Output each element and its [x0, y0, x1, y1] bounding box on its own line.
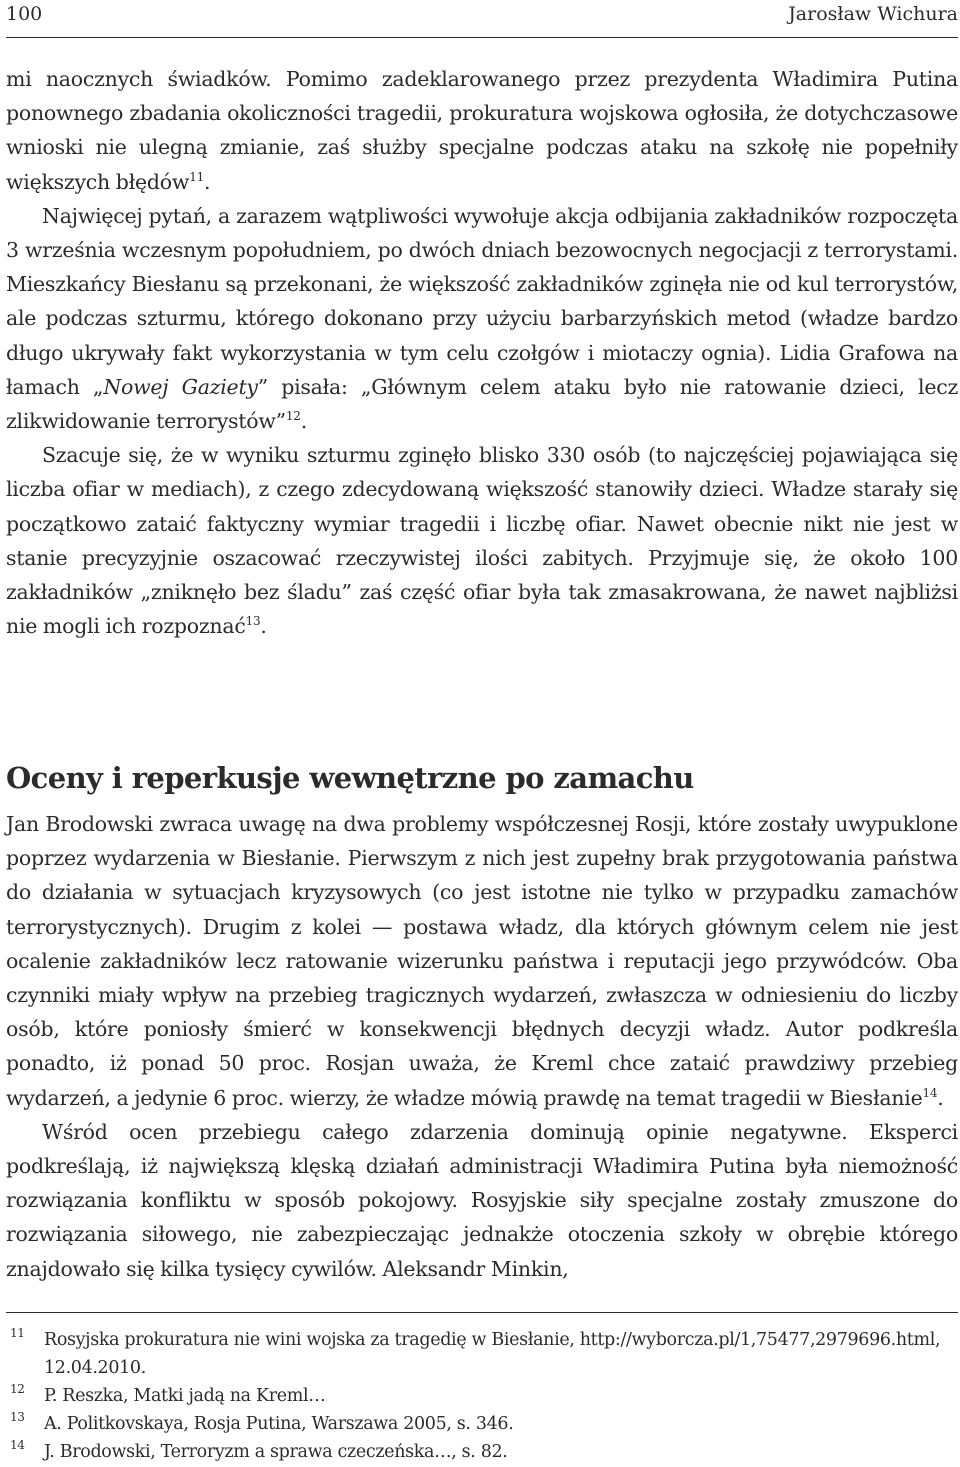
footnote-text: Rosyjska prokuratura nie wini wojska za tragedię w Biesłanie, http://wyborcza.pl/1,75477,2979696.html, 12.04.2010.: [44, 1330, 941, 1378]
footnote-item: [6, 1326, 958, 1382]
footnote-number: 11: [10, 1326, 25, 1340]
paragraph: [6, 199, 958, 438]
page-number: 100: [6, 3, 43, 25]
header-rule: [6, 37, 958, 38]
footnote-number: 13: [10, 1410, 25, 1424]
paragraph-punct: .: [260, 614, 267, 639]
paragraph-punct: .: [203, 169, 211, 194]
footnote-rule: [6, 1312, 958, 1313]
footnote-number: 12: [10, 1382, 25, 1396]
footnote-item: [6, 1410, 958, 1438]
paragraph: [6, 807, 958, 1115]
footnote-item: [6, 1382, 958, 1410]
footnote-ref[interactable]: 13: [245, 614, 261, 629]
footnote-ref[interactable]: 14: [922, 1085, 938, 1100]
footnote-text: P. Reszka, Matki jadą na Kreml…: [44, 1386, 326, 1406]
paragraph-text: Wśród ocen przebiegu całego zdarzenia dominują opinie negatywne. Eksperci podkreślają, iż największą klęską działań administracji Władimira Putina była niemożność rozwiązania konfliktu w sposób pokojowy. Rosyjskie siły specjalne zostały zmuszone do rozwiązania siłowego, nie zabezpieczając jednakże otoczenia szkoły w obrębie którego znajdowało się kilka tysięcy cywilów. Aleksandr Minkin,: [6, 1119, 958, 1281]
paragraph-punct: .: [300, 409, 307, 434]
paragraph-text: mi naocznych świadków. Pomimo zadeklarowanego przez prezydenta Władimira Putina ponownego zbadania okoliczności tragedii, prokuratura wojskowa ogłosiła, że dotychczasowe wnioski nie ulegną zmianie, zaś służby specjalne podczas ataku na szkołę nie popełniły większych błędów: [6, 67, 958, 194]
paragraph-text: ” pisała: „Głównym celem ataku było nie ratowanie dzieci, lecz zlikwidowanie terrorystów”: [6, 374, 958, 434]
footnote-ref[interactable]: 11: [189, 169, 204, 184]
paragraph-punct: .: [937, 1085, 944, 1110]
footnote-number: 14: [10, 1438, 25, 1452]
footnotes: [6, 1326, 958, 1466]
footnote-text: A. Politkovskaya, Rosja Putina, Warszawa 2005, s. 346.: [44, 1414, 514, 1434]
footnote-ref[interactable]: 12: [285, 409, 301, 424]
paragraph: [6, 438, 958, 643]
section-heading: Oceny i reperkusje wewnętrzne po zamachu: [6, 761, 694, 796]
running-header-author: Jarosław Wichura: [788, 3, 958, 25]
running-header: [6, 2, 958, 32]
paragraph-text: Jan Brodowski zwraca uwagę na dwa problemy współczesnej Rosji, które zostały uwypuklone poprzez wydarzenia w Biesłanie. Pierwszym z nich jest zupełny brak przygotowania państwa do działania w sytuacjach kryzysowych (co jest istotne nie tylko w przypadku zamachów terrorystycznych). Drugim z kolei — postawa władz, dla których głównym celem nie jest ocalenie zakładników lecz ratowanie wizerunku państwa i reputacji jego przywódców. Oba czynniki miały wpływ na przebieg tragicznych wydarzeń, zwłaszcza w odniesieniu do liczby osób, które poniosły śmierć w konsekwencji błędnych decyzji władz. Autor podkreśla ponadto, iż ponad 50 proc. Rosjan uważa, że Kreml chce zataić prawdziwy przebieg wydarzeń, a jedynie 6 proc. wierzy, że władze mówią prawdę na temat tragedii w Biesłanie: [6, 812, 958, 1110]
section-body: [6, 807, 958, 1286]
footnote-item: [6, 1438, 958, 1466]
newspaper-title: Nowej Gaziety: [103, 374, 258, 399]
paragraph-text: Najwięcej pytań, a zarazem wątpliwości wywołuje akcja odbijania zakładników rozpoczęta 3 września wczesnym popołudniem, po dwóch dniach bezowocnych negocjacji z terrorystami. Mieszkańcy Biesłanu są przekonani, że większość zakładników zginęła nie od kul terrorystów, ale podczas szturmu, którego dokonano przy użyciu barbarzyńskich metod (władze bardzo długo ukrywały fakt wykorzystania w tym celu czołgów i miotaczy ognia). Lidia Grafowa na łamach „: [6, 203, 958, 399]
paragraph: [6, 62, 958, 199]
paragraph: [6, 1115, 958, 1286]
body-text: [6, 62, 958, 643]
paragraph-text: Szacuje się, że w wyniku szturmu zginęło blisko 330 osób (to najczęściej pojawiająca się liczba ofiar w mediach), z czego zdecydowaną większość stanowiły dzieci. Władze starały się początkowo zataić faktyczny wymiar tragedii i liczbę ofiar. Nawet obecnie nikt nie jest w stanie precyzyjnie oszacować rzeczywistej ilości zabitych. Przyjmuje się, że około 100 zakładników „zniknęło bez śladu” zaś część ofiar była tak zmasakrowana, że nawet najbliżsi nie mogli ich rozpoznać: [6, 443, 958, 639]
footnote-text: J. Brodowski, Terroryzm a sprawa czeczeńska…, s. 82.: [44, 1442, 508, 1462]
